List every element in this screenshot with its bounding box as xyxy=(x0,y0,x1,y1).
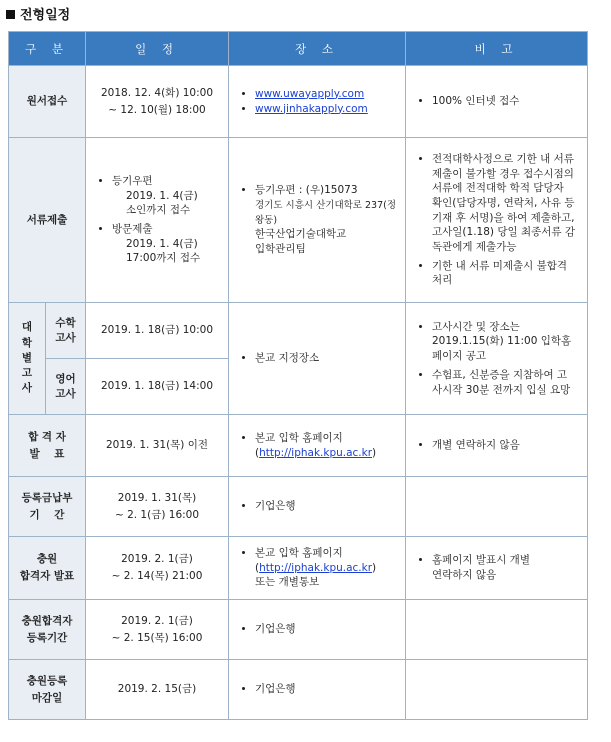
note-cell: • 고사시간 및 장소는 2019.1.15(화) 11:00 입학홈페이지 공고 • 수험표, 신분증을 지참하여 고사시작 30분 전까지 입실 요망 xyxy=(406,303,588,415)
square-bullet-icon xyxy=(6,10,15,19)
table-row xyxy=(9,600,588,660)
note-cell xyxy=(406,600,588,660)
note-cell xyxy=(406,660,588,720)
place-cell xyxy=(229,66,406,138)
header-schedule: 일 정 xyxy=(86,32,229,66)
uwayapply-link[interactable]: www.uwayapply.com xyxy=(255,87,365,100)
header-row xyxy=(9,32,588,66)
row-label: 충원합격자 등록기간 xyxy=(9,600,86,660)
note-cell: • 홈페이지 발표시 개별 연락하지 않음 xyxy=(406,537,588,600)
schedule-cell: 2019. 1. 31(목) 이전 xyxy=(86,415,229,477)
schedule-cell: 2019. 2. 1(금) ~ 2. 15(목) 16:00 xyxy=(86,600,229,660)
header-place: 장 소 xyxy=(229,32,406,66)
place-cell: • 등기우편 : (우)15073 경기도 시흥시 산기대학로 237(정왕동) 한국산업기술대학교 입학관리팀 xyxy=(229,138,406,303)
english-exam-label: 영어 고사 xyxy=(46,359,86,415)
schedule-cell: 2019. 2. 15(금) xyxy=(86,660,229,720)
iphak-homepage-link[interactable]: http://iphak.kpu.ac.kr xyxy=(259,446,373,459)
note-cell xyxy=(406,477,588,537)
place-cell: • 기업은행 xyxy=(229,600,406,660)
header-category: 구 분 xyxy=(9,32,86,66)
table-row xyxy=(9,660,588,720)
table-row xyxy=(9,415,588,477)
table-row xyxy=(9,138,588,303)
header-note: 비 고 xyxy=(406,32,588,66)
place-cell: • 기업은행 xyxy=(229,477,406,537)
schedule-table xyxy=(8,31,588,720)
row-label: 충원등록 마감일 xyxy=(9,660,86,720)
schedule-cell: 2018. 12. 4(화) 10:00 ~ 12. 10(월) 18:00 xyxy=(86,66,229,138)
place-cell: • 본교 입학 홈페이지 (http://iphak.kpu.ac.kr) 또는 개별통보 xyxy=(229,537,406,600)
row-label: 합 격 자 발 표 xyxy=(9,415,86,477)
note-cell: • 전적대학사정으로 기한 내 서류 제출이 불가할 경우 접수시점의 서류에 전적대학 학적 담당자 확인(담당자명, 연락처, 사유 등 기재 후 서명)을 하여 제출하고, 고사일(1.18) 당일 최종서류 감독관에게 제출가능 • 기한 내 서류 미제출시 불합격 처리 xyxy=(406,138,588,303)
note-cell: • 개별 연락하지 않음 xyxy=(406,415,588,477)
place-cell: • 기업은행 xyxy=(229,660,406,720)
schedule-cell: 2019. 1. 18(금) 14:00 xyxy=(86,359,229,415)
table-row xyxy=(9,477,588,537)
exam-group-label: 대 학 별 고 사 xyxy=(9,303,46,415)
jinhakapply-link[interactable]: www.jinhakapply.com xyxy=(255,102,368,115)
table-row xyxy=(9,537,588,600)
row-label: 원서접수 xyxy=(9,66,86,138)
table-row xyxy=(9,66,588,138)
note-cell: • 100% 인터넷 접수 xyxy=(406,66,588,138)
place-cell: • 본교 입학 홈페이지 (http://iphak.kpu.ac.kr) xyxy=(229,415,406,477)
row-label: 충원 합격자 발표 xyxy=(9,537,86,600)
place-cell: • 본교 지정장소 xyxy=(229,303,406,415)
row-label: 등록금납부 기 간 xyxy=(9,477,86,537)
iphak-homepage-link[interactable]: http://iphak.kpu.ac.kr xyxy=(259,561,373,574)
section-title: 전형일정 xyxy=(6,4,70,23)
table-row xyxy=(9,303,588,359)
schedule-cell: 2019. 1. 31(목) ~ 2. 1(금) 16:00 xyxy=(86,477,229,537)
row-label: 서류제출 xyxy=(9,138,86,303)
schedule-cell: 2019. 2. 1(금) ~ 2. 14(목) 21:00 xyxy=(86,537,229,600)
schedule-cell: 2019. 1. 18(금) 10:00 xyxy=(86,303,229,359)
math-exam-label: 수학 고사 xyxy=(46,303,86,359)
schedule-cell: • 등기우편 2019. 1. 4(금) 소인까지 접수 • 방문제출 2019. 1. 4(금) 17:00까지 접수 xyxy=(86,138,229,303)
